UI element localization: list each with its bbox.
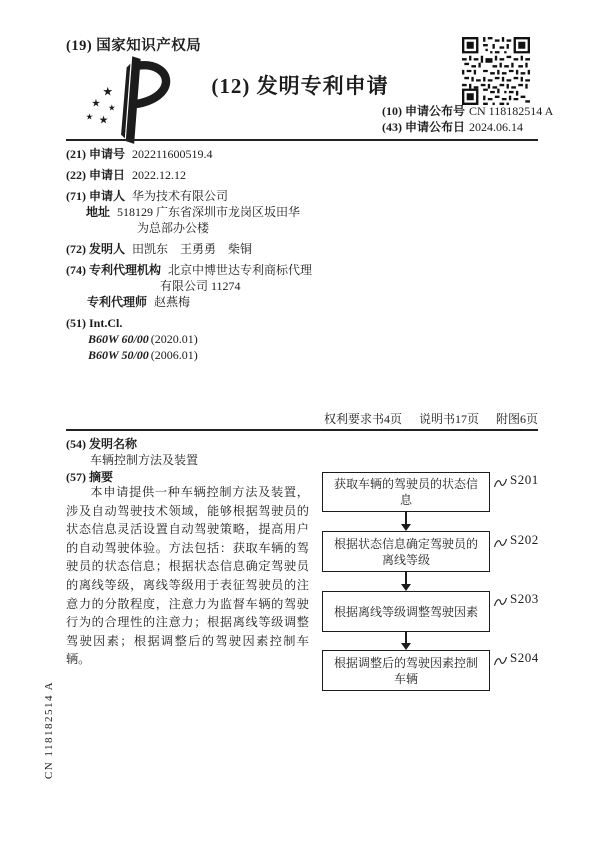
svg-text:★: ★ — [98, 114, 109, 127]
svg-text:★: ★ — [91, 98, 101, 110]
ipc-entry-1 — [66, 331, 376, 347]
field-address — [66, 204, 376, 220]
flow-arrow-head — [401, 524, 411, 531]
publication-number-row — [382, 103, 554, 119]
invention-title: 车辆控制方法及装置 — [90, 453, 199, 467]
ipc-date: (2020.01) — [150, 332, 198, 346]
abstract-label: (57) 摘要 — [66, 470, 113, 484]
field-label: (21) 申请号 — [66, 147, 125, 161]
field-applicant — [66, 188, 376, 204]
header-divider — [66, 139, 538, 141]
field-agency — [66, 262, 376, 278]
bibliographic-data — [66, 146, 376, 363]
invention-title-label: (54) 发明名称 — [66, 437, 137, 451]
field-value: 北京中博世达专利商标代理 — [168, 263, 313, 277]
field-label: (51) Int.Cl. — [66, 316, 123, 330]
description-pages: 说明书17页 — [418, 412, 479, 426]
section-divider — [66, 429, 538, 431]
flow-arrow-head — [401, 643, 411, 650]
flowchart-step-1: 获取车辆的驾驶员的状态信息 — [322, 472, 490, 512]
pages-info — [200, 410, 538, 427]
step-connector-squiggle — [493, 655, 508, 667]
step-connector-squiggle — [493, 596, 508, 608]
publication-number-label: (10) 申请公布号 — [382, 104, 465, 118]
ipc-code: B60W 60/00 — [88, 332, 149, 346]
publication-date-value: 2024.06.14 — [469, 120, 523, 134]
field-value: 518129 广东省深圳市龙岗区坂田华 — [117, 205, 301, 219]
publication-date-row — [382, 119, 538, 135]
step-connector-squiggle — [493, 477, 508, 489]
flow-arrow-stem — [405, 512, 407, 524]
field-label: (72) 发明人 — [66, 242, 125, 256]
field-label: 地址 — [86, 205, 111, 219]
step-label-s202: S202 — [510, 532, 539, 547]
drawings-pages: 附图6页 — [495, 412, 538, 426]
svg-text:★: ★ — [85, 112, 94, 122]
side-publication-number: CN 118182514 A — [43, 680, 55, 780]
flowchart-step-2: 根据状态信息确定驾驶员的离线等级 — [322, 531, 490, 572]
field-address-continued — [66, 220, 376, 236]
office-name: (19) 国家知识产权局 — [66, 38, 202, 54]
publication-number-value: CN 118182514 A — [469, 104, 554, 118]
ipc-date: (2006.01) — [150, 348, 198, 362]
field-application-date — [66, 167, 376, 183]
field-value: 2022.12.12 — [132, 168, 186, 182]
field-label: 专利代理师 — [87, 295, 148, 309]
ipc-entry-2 — [66, 347, 376, 363]
field-label: (71) 申请人 — [66, 189, 125, 203]
svg-text:★: ★ — [102, 84, 114, 99]
flow-arrow-stem — [405, 572, 407, 584]
field-agent — [66, 294, 376, 310]
flowchart-step-4: 根据调整后的驾驶因素控制车辆 — [322, 650, 490, 691]
publication-date-label: (43) 申请公布日 — [382, 120, 465, 134]
field-application-number — [66, 146, 376, 162]
step-label-s204: S204 — [510, 650, 539, 665]
flow-arrow-stem — [405, 632, 407, 643]
field-value: 田凯东 王勇勇 柴铜 — [132, 242, 253, 256]
flow-arrow-head — [401, 584, 411, 591]
field-value: 有限公司 11274 — [160, 279, 241, 293]
document-type-title: (12) 发明专利申请 — [211, 74, 389, 98]
field-inventors — [66, 241, 376, 257]
field-label: (22) 申请日 — [66, 168, 125, 182]
field-agency-continued — [66, 278, 376, 294]
flowchart-step-3: 根据离线等级调整驾驶因素 — [322, 591, 490, 632]
ipc-code: B60W 50/00 — [88, 348, 149, 362]
svg-text:★: ★ — [108, 103, 116, 113]
step-label-s203: S203 — [510, 591, 539, 606]
field-value: 为总部办公楼 — [137, 221, 210, 235]
qr-code-icon — [462, 37, 530, 110]
field-value: 202211600519.4 — [132, 147, 213, 161]
field-value: 华为技术有限公司 — [132, 189, 229, 203]
field-label: (74) 专利代理机构 — [66, 263, 161, 277]
abstract-text: 本申请提供一种车辆控制方法及装置，涉及自动驾驶技术领域，能够根据驾驶员的状态信息灵活设置自动驾驶策略，提高用户的自动驾驶体验。方法包括：获取车辆的驾驶员的状态信息；根据状态信息确定驾驶员的离线等级，离线等级用于表征驾驶员的注意力的分散程度，注意力为监督车辆的驾驶行为的合理性的注意力；根据离线等级调整驾驶因素；根据调整后的驾驶因素控制车辆。 — [66, 485, 309, 667]
publication-block — [382, 103, 554, 135]
claims-pages: 权利要求书4页 — [323, 412, 402, 426]
field-value: 赵燕梅 — [154, 295, 191, 309]
step-connector-squiggle — [493, 537, 508, 549]
field-int-cl — [66, 315, 376, 331]
step-label-s201: S201 — [510, 472, 539, 487]
